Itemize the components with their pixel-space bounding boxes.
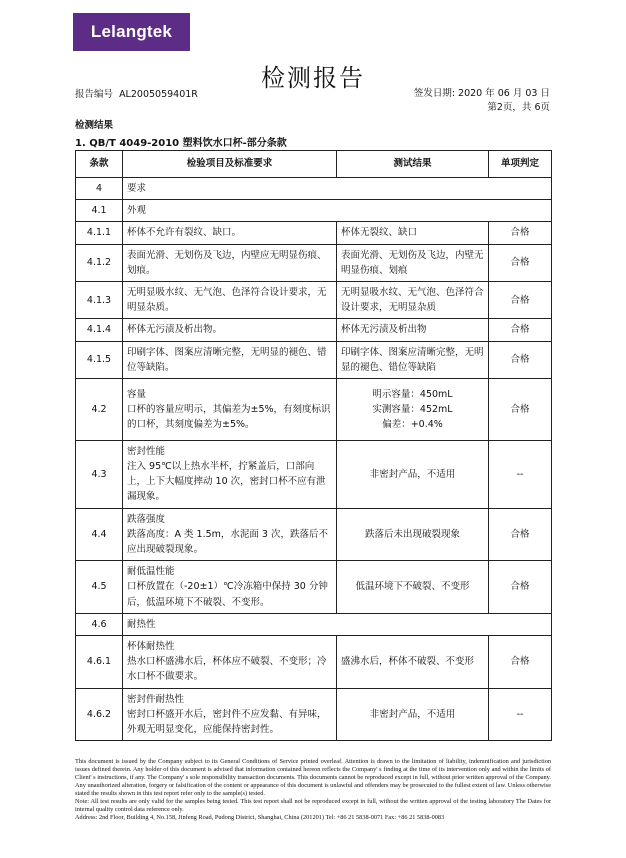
row-verdict: 合格 [489,635,552,688]
footer-address: Address: 2nd Floor, Building 4, No.158, Jinfeng Road, Pudong District, Shanghai, China (201201) Tel: +86 21 5838-0071 Fax: +86 21 5838-0083 [75,814,445,822]
section-title: 检测结果 [75,120,114,131]
header-clause: 条款 [76,151,123,178]
header-requirement: 检验项目及标准要求 [123,151,337,178]
row-requirement [123,319,337,341]
requirement-line: 口杯放置在（-20±1）℃冷冻箱中保持 30 分钟后，低温环境下不破裂、不变形。 [127,581,328,608]
row-requirement [123,440,337,508]
footer-terms: This document is issued by the Company subject to its General Conditions of Service printed overleaf. Attention is drawn to the limitation of liability, indemnification and jurisdiction issues defined therein. Any holder of this document is advised that information contained hereon reflects the Company' s finding at the time of its intervention only and within the limits of Client' s instructions, if any. The Company' s sole responsibility transaction documents. This documents cannot be reproduced except in full, without prior written approval of the Company. Any unauthorized alteration, forgery or falsification of the content or appearance of this document is unlawful and offenders may be prosecuted to the fullest extent of law. Unless otherwise stated the results shown in this test report refer only to the sample(s) tested. [75,758,551,798]
requirement-line: 耐热性 [127,618,156,630]
row-requirement [123,613,552,635]
row-result [337,319,489,341]
row-verdict: -- [489,440,552,508]
result-line: 跌落后未出现破裂现象 [364,528,460,540]
row-result [337,508,489,561]
header-result: 测试结果 [337,151,489,178]
row-clause: 4.6.2 [76,688,123,741]
row-verdict: 合格 [489,222,552,244]
result-line: 杯体无污渍及析出物 [341,324,427,336]
table-row [76,688,552,741]
row-result [337,341,489,378]
row-requirement [123,508,337,561]
report-number-label: 报告编号 [75,89,114,100]
table-row [76,508,552,561]
row-requirement [123,635,337,688]
table-header-row [76,151,552,178]
row-result [337,561,489,614]
company-logo: Lelangtek [73,13,190,51]
row-clause: 4.6.1 [76,635,123,688]
row-verdict: 合格 [489,319,552,341]
row-requirement [123,378,337,440]
requirement-line: 容量 [127,388,147,400]
requirement-line: 热水口杯盛沸水后，杯体应不破裂、不变形；冷水口杯不做要求。 [127,656,327,683]
result-line: 非密封产品，不适用 [369,708,456,720]
row-verdict: 合格 [489,341,552,378]
row-result [337,244,489,281]
requirement-line: 表面光滑、无划伤及飞边，内壁应无明显伤痕、划痕。 [127,249,327,276]
requirement-line: 密封件耐热性 [127,693,185,705]
result-line: 表面光滑、无划伤及飞边，内壁无明显伤痕、划痕 [341,249,484,276]
table-row [76,635,552,688]
result-line: 印刷字体、图案应清晰完整，无明显的褪色、错位等缺陷 [341,346,484,373]
requirement-line: 要求 [127,183,147,194]
row-verdict: 合格 [489,244,552,281]
table-row [76,378,552,440]
page-title: 检测报告 [261,64,365,92]
footer-note: Note: All test results are only valid for the samples being tested. This test report shall not be reproduced except in full, without the written approval of the testing laboratory The Dates for internal quality control data reference only. [75,798,551,814]
row-clause: 4.4 [76,508,123,561]
report-number-value: AL2005059401R [119,89,198,100]
row-verdict: 合格 [489,508,552,561]
row-clause: 4.1.4 [76,319,123,341]
table-row [76,244,552,281]
result-line: 杯体无裂纹、缺口 [341,227,418,239]
row-verdict: 合格 [489,561,552,614]
result-line: 无明显吸水纹、无气泡、色泽符合设计要求，无明显杂质 [341,286,484,314]
requirement-line: 耐低温性能 [127,566,175,578]
result-line: 实测容量：452mL [372,403,453,415]
result-line: 偏差：+0.4% [382,418,443,430]
row-clause: 4.1.1 [76,222,123,244]
requirement-line: 杯体无污渍及析出物。 [127,324,223,336]
row-verdict: -- [489,688,552,741]
table-row [76,341,552,378]
row-verdict: 合格 [489,281,552,318]
row-result [337,440,489,508]
header-verdict: 单项判定 [489,151,552,178]
requirement-line: 外观 [127,205,147,217]
requirement-line: 密封性能 [127,445,166,457]
row-result [337,281,489,318]
table-row [76,200,552,222]
row-clause: 4.5 [76,561,123,614]
requirement-line: 跌落高度：A 类 1.5m，水泥面 3 次，跌落后不应出现破裂现象。 [127,528,328,555]
table-row [76,178,552,200]
row-requirement [123,341,337,378]
report-number [75,86,198,100]
result-line: 非密封产品，不适用 [369,468,456,480]
row-clause: 4.1.5 [76,341,123,378]
row-clause: 4.1.3 [76,281,123,318]
row-result [337,688,489,741]
footer-disclaimer [75,758,551,822]
table-row [76,561,552,614]
row-requirement [123,200,552,222]
result-line: 低温环境下不破裂、不变形 [355,581,470,593]
table-row [76,613,552,635]
table-row [76,281,552,318]
row-clause: 4.2 [76,378,123,440]
row-result [337,635,489,688]
standard-title: 1. QB/T 4049-2010 塑料饮水口杯-部分条款 [75,138,287,149]
row-requirement [123,178,552,200]
requirement-line: 密封口杯盛开水后，密封件不应发黏、有异味，外观无明显变化，应能保持密封性。 [127,708,327,735]
requirement-line: 无明显吸水纹、无气泡、色泽符合设计要求，无明显杂质。 [127,286,327,314]
requirement-line: 印刷字体、图案应清晰完整，无明显的褪色、错位等缺陷。 [127,346,327,373]
row-requirement [123,561,337,614]
row-clause: 4.1.2 [76,244,123,281]
requirement-line: 杯体耐热性 [127,640,175,652]
requirement-line: 口杯的容量应明示，其偏差为±5%，有刻度标识的口杯，其刻度偏差为±5%。 [127,403,331,430]
row-result [337,378,489,440]
row-requirement [123,244,337,281]
row-clause: 4.1 [76,200,123,222]
table-row [76,319,552,341]
result-line: 盛沸水后，杯体不破裂、不变形 [341,656,475,668]
row-result [337,222,489,244]
issue-date: 签发日期: 2020 年 06 月 03 日 [413,88,550,99]
table-row [76,222,552,244]
requirement-line: 注入 95℃以上热水半杯，拧紧盖后，口部向上，上下大幅度摔动 10 次，密封口杯不应有泄漏现象。 [127,461,326,503]
result-line: 明示容量：450mL [372,388,453,400]
row-requirement [123,688,337,741]
row-requirement [123,222,337,244]
row-verdict: 合格 [489,378,552,440]
row-requirement [123,281,337,318]
row-clause: 4 [76,178,123,200]
results-table [75,150,552,741]
table-row [76,440,552,508]
requirement-line: 跌落强度 [127,513,166,525]
row-clause: 4.3 [76,440,123,508]
row-clause: 4.6 [76,613,123,635]
requirement-line: 杯体不允许有裂纹、缺口。 [127,227,242,239]
page-info: 第2页，共 6页 [487,102,550,113]
